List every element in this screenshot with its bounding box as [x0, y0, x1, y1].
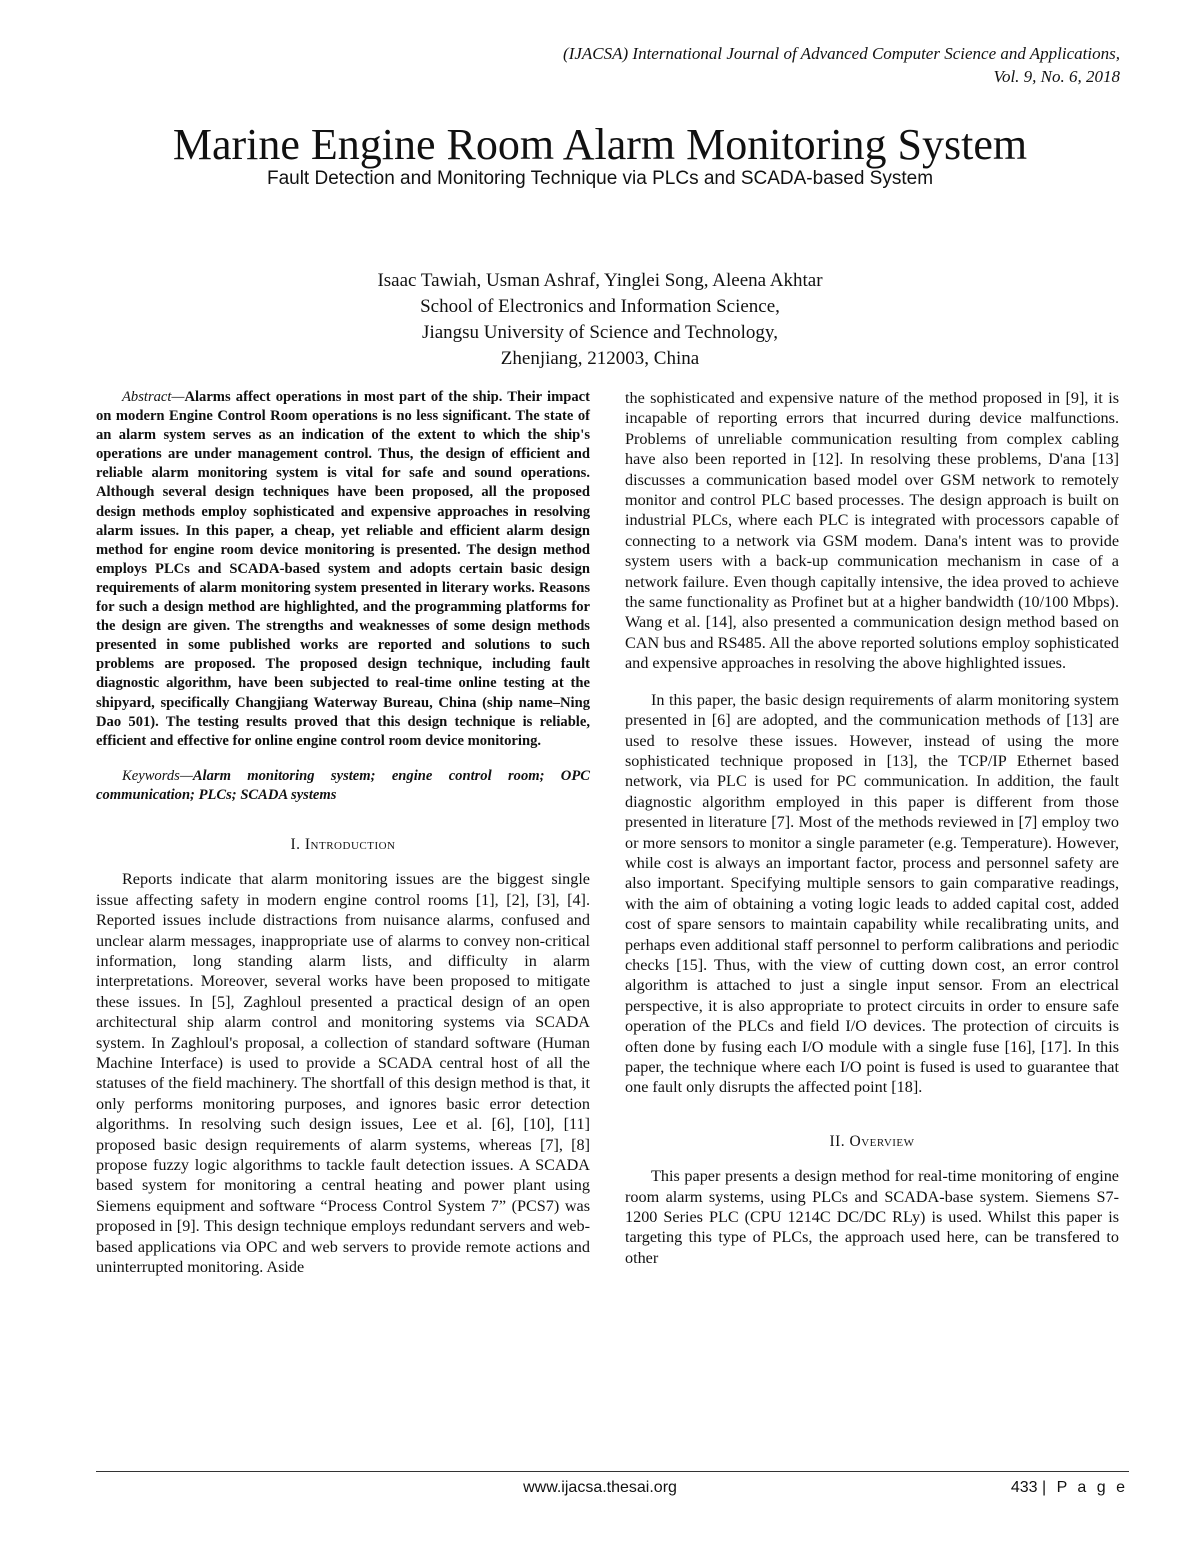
right-column	[625, 388, 1119, 1268]
page-label: | P a g e	[1041, 1479, 1128, 1496]
section-heading-introduction: I. Introduction	[290, 835, 396, 853]
author-names: Isaac Tawiah, Usman Ashraf, Yinglei Song, Aleena Akhtar	[377, 270, 823, 291]
author-school: School of Electronics and Information Science,	[420, 296, 780, 317]
abstract-label: Abstract—	[122, 389, 185, 405]
page-number	[1011, 1479, 1128, 1497]
keywords-label: Keywords—	[122, 767, 193, 784]
paper-subtitle: Fault Detection and Monitoring Technique via PLCs and SCADA-based System	[266, 168, 934, 189]
page-number-value: 433	[1010, 1479, 1038, 1496]
paper-title: Marine Engine Room Alarm Monitoring System	[172, 120, 1028, 169]
abstract-text: Alarms affect operations in most part of the ship. Their impact on modern Engine Control Room operations is no less significant. The state of an alarm system serves as an indication of the extent to which the ship's operations are under management control. Thus, the design of efficient and reliable alarm monitoring system is vital for safe and sound operations. Although several design techniques have been proposed, all the proposed design methods employ sophisticated and expensive approaches in resolving alarm issues. In this paper, a cheap, yet reliable and efficient alarm design method for engine room device monitoring is presented. The design method employs PLCs and SCADA-based system and adopts certain basic design requirements of alarm monitoring system presented in literary works. Reasons for such a design method are highlighted, and the programming platforms for the design are given. The strengths and weaknesses of some design methods presented in some published works are reported and solutions to such problems are proposed. The proposed design technique, including fault diagnostic algorithm, have been subjected to real-time online testing at the shipyard, specifically Changjiang Waterway Bureau, China (ship name–Ning Dao 501). The testing results proved that this design technique is reliable, efficient and effective for online engine control room device monitoring.	[96, 389, 590, 749]
journal-header	[563, 42, 1120, 88]
keywords-text: Alarm monitoring system; engine control room; OPC communication; PLCs; SCADA systems	[96, 767, 590, 803]
intro-paragraph-1-continued: the sophisticated and expensive nature of the method proposed in [9], it is incapable of reporting errors that incurred during device malfunctions. Problems of unreliable communication resulting from complex cabling have also been reported in [12]. In resolving these problems, D'ana [13] discusses a communication based model over GSM network to remotely monitor and control PLC based processes. The design approach is built on industrial PLCs, where each PLC is integrated with processors capable of connecting to a network via GSM modem. Dana's intent was to provide system users with a back-up communication mechanism in case of a network failure. Even though capitally intensive, the idea proved to achieve the same functionality as Profinet but at a higher bandwidth (10/100 Mbps). Wang et al. [14], also presented a communication design method based on CAN bus and RS485. All the above reported solutions employ sophisticated and expensive approaches in resolving the above highlighted issues.	[625, 389, 1119, 673]
journal-volume: Vol. 9, No. 6, 2018	[993, 67, 1120, 86]
author-university: Jiangsu University of Science and Technology,	[422, 322, 778, 343]
journal-name: (IJACSA) International Journal of Advanced Computer Science and Applications,	[563, 44, 1120, 63]
author-block	[0, 268, 1200, 372]
overview-paragraph-1: This paper presents a design method for real-time monitoring of engine room alarm systems, using PLCs and SCADA-base system. Siemens S7-1200 Series PLC (CPU 1214C DC/DC RLy) is used. Whilst this paper is targeting this type of PLCs, the approach used here, can be transfered to other	[625, 1167, 1119, 1267]
footer-url[interactable]: www.ijacsa.thesai.org	[523, 1479, 677, 1496]
intro-paragraph-1: Reports indicate that alarm monitoring issues are the biggest single issue affecting safety in modern engine control rooms [1], [2], [3], [4]. Reported issues include distractions from nuisance alarms, confused and unclear alarm messages, inappropriate use of alarms to convey non-critical information, long standing alarm lists, and difficulty in alarm interpretations. Moreover, several works have been proposed to mitigate these issues. In [5], Zaghloul presented a practical design of an open architectural ship alarm control and monitoring systems via SCADA system. In Zaghloul's proposal, a collection of standard software (Human Machine Interface) is used to provide a SCADA central host of all the statuses of the field machinery. The shortfall of this design method is that, it only performs monitoring purposes, and ignores basic error detection algorithms. In resolving such design issues, Lee et al. [6], [10], [11] proposed basic design requirements of alarm systems, whereas [7], [8] propose fuzzy logic algorithms to tackle fault detection issues. A SCADA based system for monitoring a central heating and power plant using Siemens equipment and software “Process Control System 7” (PCS7) was proposed in [9]. This design technique employs redundant servers and web-based applications via OPC and web servers to provide remote actions and uninterrupted monitoring. Aside	[96, 870, 590, 1277]
intro-paragraph-2: In this paper, the basic design requirements of alarm monitoring system presented in [6] are adopted, and the communication methods of [13] are used to resolve these issues. However, instead of using the more sophisticated technique proposed in [13], the TCP/IP Ethernet based network, via PLC is used for PC communication. In addition, the fault diagnostic algorithm employed in this paper is different from those presented in literature [7]. Most of the methods reviewed in [7] employ two or more sensors to monitor a single parameter (e.g. Temperature). However, while cost is always an important factor, process and personnel safety are also important. Specifying multiple sensors to gain comparative readings, with the aim of obtaining a voting logic leads to added capital cost, added cost of spare sensors to maintain capability while recalibrating units, and perhaps even additional staff personnel to perform calibrations and periodic checks [15]. Thus, with the view of cutting down cost, an error control algorithm is attached to just a single input sensor. From an electrical perspective, it is also appropriate to protect circuits in order to ensure safe operation of the PLCs and field I/O devices. The protection of circuits is often done by fusing each I/O module with a single fuse [16], [17]. In this paper, the technique where each I/O point is fused is used to guarantee that one fault only disrupts the affected point [18].	[625, 690, 1119, 1097]
left-column	[96, 388, 590, 1278]
keywords	[96, 767, 590, 805]
author-city: Zhenjiang, 212003, China	[500, 348, 700, 369]
footer-divider	[96, 1471, 1129, 1472]
abstract	[96, 388, 590, 751]
section-heading-overview: II. Overview	[829, 1132, 915, 1150]
